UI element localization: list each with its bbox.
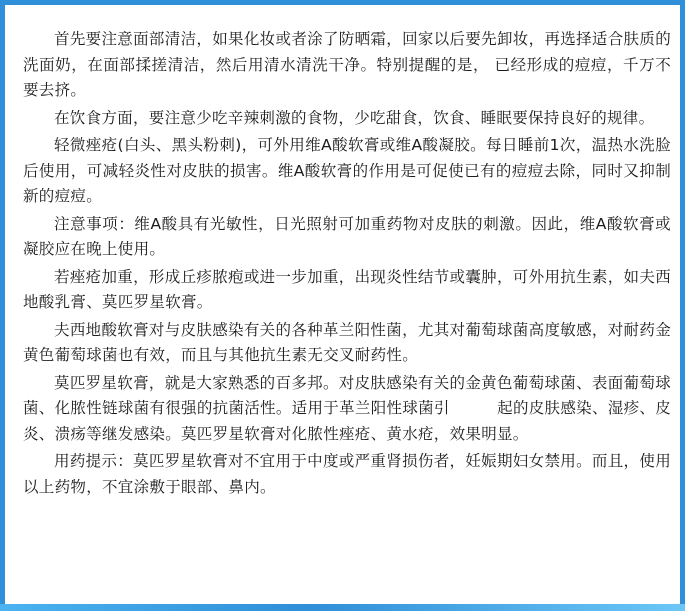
- paragraph-diet: 在饮食方面，要注意少吃辛辣刺激的食物，少吃甜食，饮食、睡眠要保持良好的规律。: [54, 108, 655, 127]
- article-body: [23, 27, 671, 502]
- paragraph-mupirocin: 莫匹罗星软膏，就是大家熟悉的百多邦。对皮肤感染有关的金黄色葡萄球菌、表面葡萄球菌、化脓性链球菌有很强的抗菌活性。适用于革兰阳性球菌引 起的皮肤感染、湿疹、皮炎、溃疡等继发感染。莫匹罗星软膏对化脓性痤疮、黄水疮，效果明显。: [23, 373, 671, 443]
- paragraph-medication-tips: 用药提示：莫匹罗星软膏对不宜用于中度或严重肾损伤者，妊娠期妇女禁用。而且，使用以上药物，不宜涂敷于眼部、鼻内。: [23, 452, 671, 496]
- paragraph-cleansing: 首先要注意面部清洁，如果化妆或者涂了防晒霜，回家以后要先卸妆，再选择适合肤质的洗面奶，在面部揉搓清洁，然后用清水清洗干净。特别提醒的是， 已经形成的痘痘，千万不要去挤。: [23, 30, 671, 99]
- paragraph-fusidic-acid: 夫西地酸软膏对与皮肤感染有关的各种革兰阳性菌，尤其对葡萄球菌高度敏感，对耐药金黄色葡萄球菌也有效，而且与其他抗生素无交叉耐药性。: [23, 320, 671, 364]
- paragraph-mild-acne: 轻微痤疮(白头、黑头粉刺)，可外用维A酸软膏或维A酸凝胶。每日睡前1次，温热水洗脸后使用，可减轻炎性对皮肤的损害。维A酸软膏的作用是可促使已有的痘痘去除，同时又抑制新的痘痘。: [23, 136, 671, 205]
- paragraph-severe-acne: 若痤疮加重，形成丘疹脓疱或进一步加重，出现炎性结节或囊肿，可外用抗生素，如夫西地酸乳膏、莫匹罗星软膏。: [23, 267, 671, 311]
- paragraph-precautions: 注意事项：维A酸具有光敏性，日光照射可加重药物对皮肤的刺激。因此，维A酸软膏或凝胶应在晚上使用。: [23, 214, 671, 258]
- bottom-accent-bar: [0, 604, 685, 611]
